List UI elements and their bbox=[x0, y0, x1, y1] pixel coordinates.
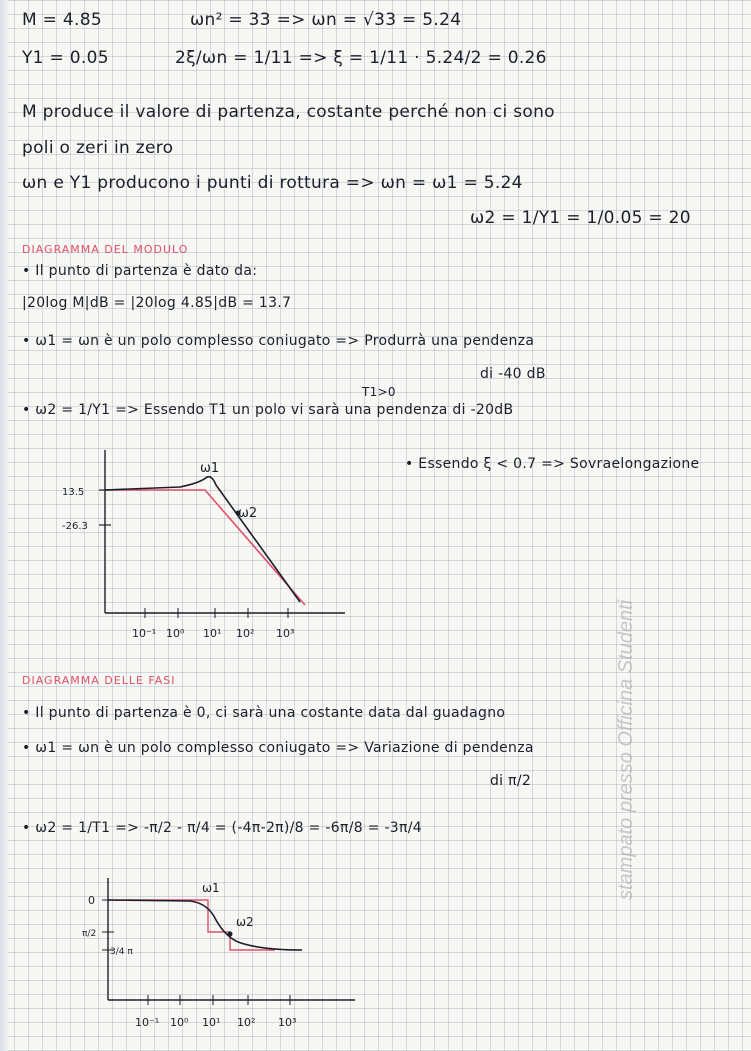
modulo-bode-plot bbox=[60, 445, 350, 670]
note-para2: ωn e Υ1 producono i punti di rottura => ωn = ω1 = 5.24 bbox=[22, 173, 523, 193]
modulo-x-label: 10³ bbox=[276, 627, 295, 640]
fasi-x-label: 10⁻¹ bbox=[135, 1016, 160, 1029]
fasi-y-label-zero: 0 bbox=[88, 894, 95, 907]
note-para1-line1: M produce il valore di partenza, costante perché non ci sono bbox=[22, 102, 555, 122]
modulo-bullet-2: • ω1 = ωn è un polo complesso coniugato => Produrrà una pendenza bbox=[22, 333, 535, 349]
modulo-bullet-1: • Il punto di partenza è dato da: bbox=[22, 263, 258, 279]
modulo-asymptote bbox=[105, 490, 305, 605]
note-para1-line2: poli o zeri in zero bbox=[22, 138, 174, 158]
fasi-real-curve bbox=[108, 900, 302, 950]
fasi-marker-w1: ω1 bbox=[202, 881, 220, 895]
page-binding-edge bbox=[0, 0, 8, 1051]
watermark-text: stampato presso Officina Studenti bbox=[615, 599, 637, 900]
fasi-x-label: 10⁰ bbox=[170, 1016, 189, 1029]
modulo-title: DIAGRAMMA DEL MODULO bbox=[22, 243, 189, 256]
fasi-bullet-2-cont: di π/2 bbox=[490, 773, 532, 789]
modulo-marker-w2: ω2 bbox=[238, 506, 258, 521]
fasi-title: DIAGRAMMA DELLE FASI bbox=[22, 674, 176, 687]
modulo-x-label: 10² bbox=[236, 627, 255, 640]
note-xi: 2ξ/ωn = 1/11 => ξ = 1/11 · 5.24/2 = 0.26 bbox=[175, 48, 547, 68]
modulo-real-curve bbox=[105, 477, 300, 602]
fasi-y-label-half-pi: π/2 bbox=[82, 929, 97, 939]
note-w2-eq: ω2 = 1/Υ1 = 1/0.05 = 20 bbox=[470, 208, 691, 228]
modulo-y-label-start: 13.5 bbox=[62, 487, 85, 498]
modulo-bullet-2-cont: di -40 dB bbox=[480, 366, 546, 382]
fasi-bullet-3: • ω2 = 1/Τ1 => -π/2 - π/4 = (-4π-2π)/8 = -6π/8 = -3π/4 bbox=[22, 820, 422, 836]
note-mu: M = 4.85 bbox=[22, 10, 102, 30]
modulo-bullet-3: • ω2 = 1/Υ1 => Essendo T1 un polo vi sarà una pendenza di -20dB bbox=[22, 402, 514, 418]
modulo-bullet-3-sup: T1>0 bbox=[362, 385, 396, 399]
modulo-y-label-second: -26.3 bbox=[62, 521, 88, 532]
fasi-marker-w2: ω2 bbox=[236, 915, 254, 929]
note-t1: Υ1 = 0.05 bbox=[22, 48, 109, 68]
note-wn: ωn² = 33 => ωn = √33 = 5.24 bbox=[190, 10, 462, 30]
fasi-x-label: 10¹ bbox=[202, 1016, 221, 1029]
fasi-bode-plot bbox=[80, 870, 360, 1040]
fasi-w2-point bbox=[228, 932, 233, 937]
fasi-y-label-three-quarter-pi: 3/4 π bbox=[110, 947, 133, 957]
modulo-marker-w1: ω1 bbox=[200, 461, 220, 476]
modulo-x-label: 10¹ bbox=[203, 627, 222, 640]
modulo-bullet-1-eq: |20log M|dB = |20log 4.85|dB = 13.7 bbox=[22, 295, 292, 311]
fasi-bullet-1: • Il punto di partenza è 0, ci sarà una costante data dal guadagno bbox=[22, 705, 506, 721]
fasi-x-label: 10³ bbox=[278, 1016, 297, 1029]
fasi-bullet-2: • ω1 = ωn è un polo complesso coniugato => Variazione di pendenza bbox=[22, 740, 534, 756]
fasi-x-label: 10² bbox=[237, 1016, 256, 1029]
modulo-x-label: 10⁰ bbox=[166, 627, 185, 640]
modulo-x-label: 10⁻¹ bbox=[132, 627, 157, 640]
modulo-bullet-4: • Essendo ξ < 0.7 => Sovraelongazione bbox=[405, 456, 700, 472]
